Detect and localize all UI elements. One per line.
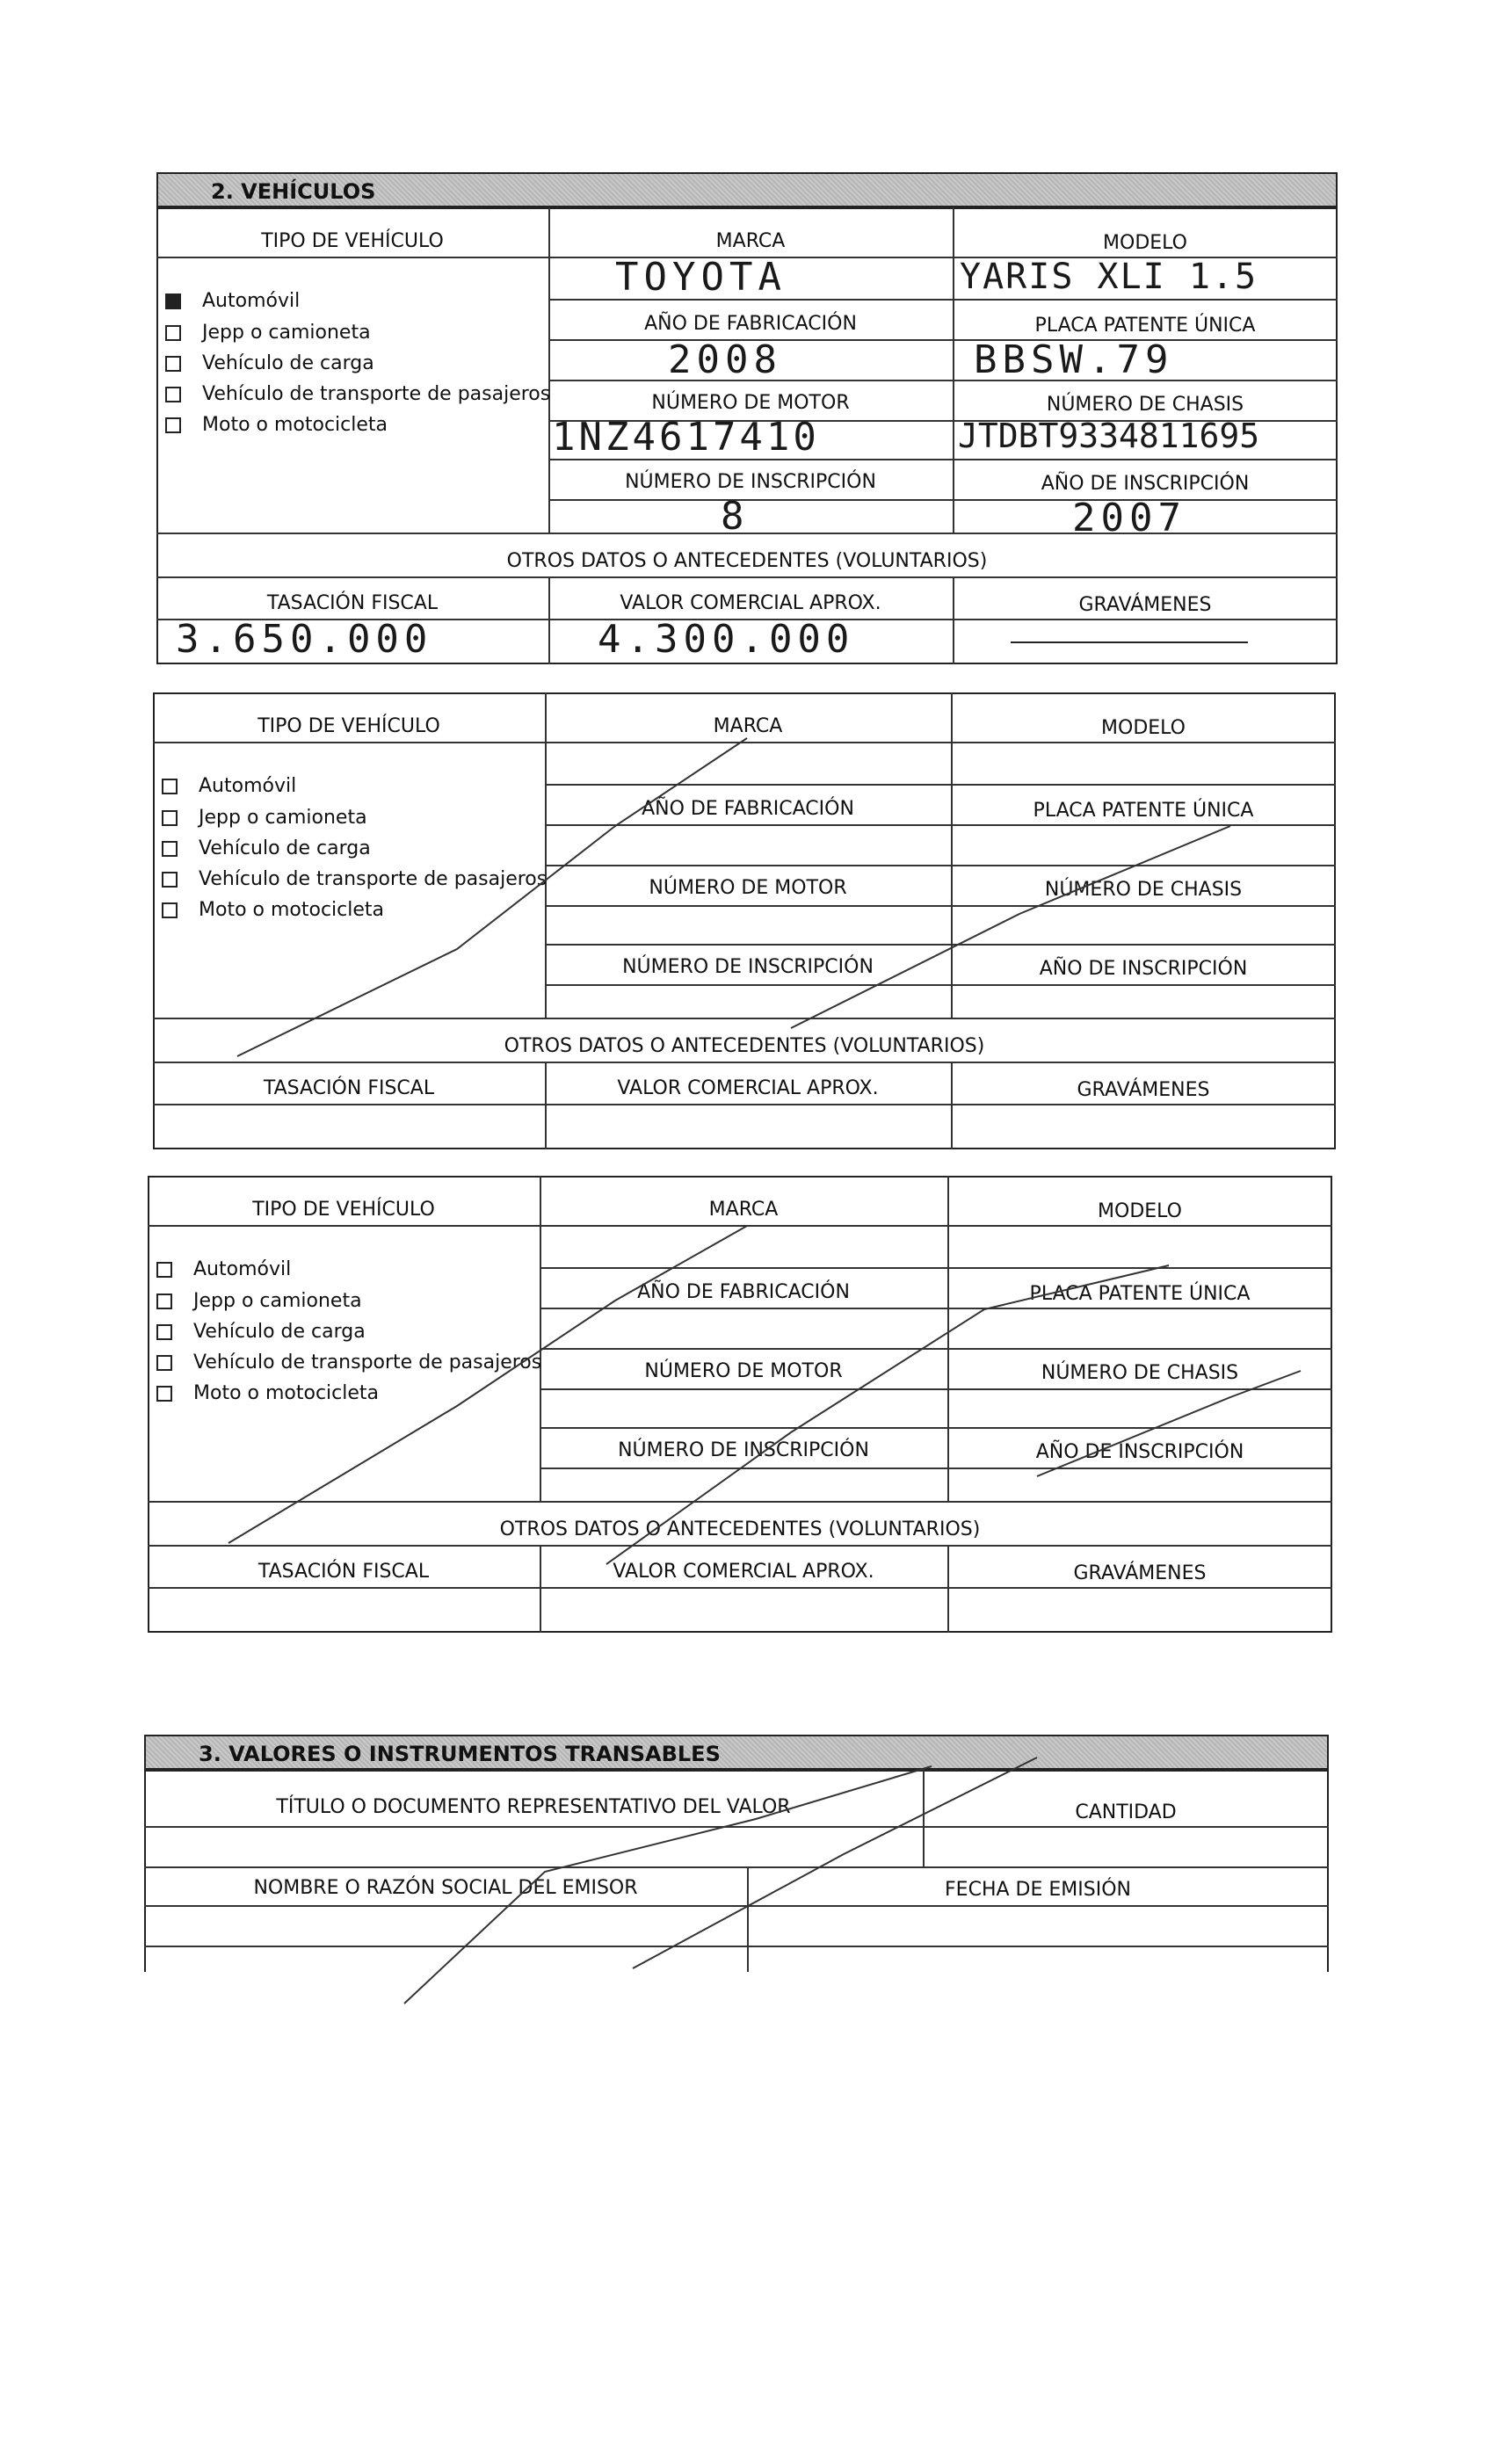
- option-carga[interactable]: Vehículo de carga: [162, 837, 371, 859]
- gravamenes-label: GRAVÁMENES: [1078, 594, 1212, 616]
- otros-datos-label: OTROS DATOS O ANTECEDENTES (VOLUNTARIOS): [504, 1035, 985, 1057]
- option-pasajeros[interactable]: Vehículo de transporte de pasajeros: [165, 383, 550, 405]
- option-carga[interactable]: Vehículo de carga: [165, 352, 374, 374]
- otros-datos-label: OTROS DATOS O ANTECEDENTES (VOLUNTARIOS): [499, 1518, 981, 1540]
- modelo-value: YARIS XLI 1.5: [960, 257, 1258, 297]
- marca-label: MARCA: [708, 1199, 779, 1221]
- numero-chasis-value: JTDBT9334811695: [958, 417, 1260, 455]
- numero-motor-label: NÚMERO DE MOTOR: [651, 392, 850, 414]
- option-camioneta[interactable]: Jepp o camioneta: [165, 322, 371, 344]
- valor-comercial-label: VALOR COMERCIAL APROX.: [613, 1561, 874, 1583]
- placa-label: PLACA PATENTE ÚNICA: [1033, 800, 1254, 822]
- placa-label: PLACA PATENTE ÚNICA: [1029, 1283, 1251, 1305]
- option-pasajeros[interactable]: Vehículo de transporte de pasajeros: [156, 1352, 541, 1373]
- option-camioneta[interactable]: Jepp o camioneta: [156, 1290, 362, 1312]
- numero-inscripcion-label: NÚMERO DE INSCRIPCIÓN: [625, 471, 876, 493]
- section-3-title: 3. VALORES O INSTRUMENTOS TRANSABLES: [199, 1742, 721, 1766]
- valor-comercial-label: VALOR COMERCIAL APROX.: [620, 592, 881, 614]
- numero-inscripcion-label: NÚMERO DE INSCRIPCIÓN: [618, 1439, 869, 1461]
- marca-value: TOYOTA: [615, 255, 787, 300]
- modelo-label: MODELO: [1103, 232, 1187, 254]
- option-pasajeros[interactable]: Vehículo de transporte de pasajeros: [162, 868, 547, 890]
- tipo-vehiculo-label: TIPO DE VEHÍCULO: [252, 1199, 435, 1221]
- option-moto[interactable]: Moto o motocicleta: [156, 1382, 379, 1404]
- gravamenes-label: GRAVÁMENES: [1073, 1562, 1207, 1584]
- numero-chasis-label: NÚMERO DE CHASIS: [1044, 879, 1243, 901]
- modelo-label: MODELO: [1101, 717, 1186, 739]
- numero-motor-value: 1NZ4617410: [552, 415, 820, 460]
- marca-label: MARCA: [715, 230, 786, 252]
- tasacion-label: TASACIÓN FISCAL: [263, 1077, 435, 1099]
- numero-motor-label: NÚMERO DE MOTOR: [644, 1360, 843, 1382]
- anio-inscripcion-value: 2007: [1072, 496, 1186, 540]
- anio-fabricacion-label: AÑO DE FABRICACIÓN: [642, 798, 854, 820]
- anio-fabricacion-label: AÑO DE FABRICACIÓN: [637, 1281, 850, 1303]
- anio-fabricacion-label: AÑO DE FABRICACIÓN: [644, 313, 857, 335]
- anio-inscripcion-label: AÑO DE INSCRIPCIÓN: [1041, 473, 1250, 495]
- tasacion-label: TASACIÓN FISCAL: [266, 592, 439, 614]
- numero-motor-label: NÚMERO DE MOTOR: [649, 877, 847, 899]
- section-2-title: 2. VEHÍCULOS: [211, 179, 376, 204]
- valor-comercial-label: VALOR COMERCIAL APROX.: [617, 1077, 879, 1099]
- numero-chasis-label: NÚMERO DE CHASIS: [1041, 1362, 1239, 1384]
- tasacion-value: 3.650.000: [176, 617, 433, 662]
- anio-inscripcion-label: AÑO DE INSCRIPCIÓN: [1039, 958, 1248, 980]
- option-camioneta[interactable]: Jepp o camioneta: [162, 807, 367, 829]
- tipo-vehiculo-label: TIPO DE VEHÍCULO: [261, 230, 444, 252]
- fecha-emision-label: FECHA DE EMISIÓN: [945, 1879, 1131, 1901]
- option-moto[interactable]: Moto o motocicleta: [165, 414, 388, 436]
- tipo-vehiculo-label: TIPO DE VEHÍCULO: [257, 715, 440, 737]
- tasacion-label: TASACIÓN FISCAL: [257, 1561, 430, 1583]
- valor-comercial-value: 4.300.000: [598, 617, 855, 662]
- numero-inscripcion-value: 8: [721, 494, 750, 539]
- modelo-label: MODELO: [1098, 1200, 1182, 1222]
- marca-label: MARCA: [713, 715, 783, 737]
- placa-label: PLACA PATENTE ÚNICA: [1034, 315, 1256, 337]
- placa-value: BBSW.79: [974, 337, 1174, 382]
- cantidad-label: CANTIDAD: [1075, 1801, 1177, 1823]
- option-moto[interactable]: Moto o motocicleta: [162, 899, 384, 921]
- option-automovil[interactable]: Automóvil: [156, 1258, 291, 1280]
- gravamenes-label: GRAVÁMENES: [1077, 1079, 1210, 1101]
- numero-chasis-label: NÚMERO DE CHASIS: [1046, 394, 1244, 416]
- numero-inscripcion-label: NÚMERO DE INSCRIPCIÓN: [622, 956, 874, 978]
- option-carga[interactable]: Vehículo de carga: [156, 1321, 366, 1343]
- anio-fabricacion-value: 2008: [668, 337, 782, 382]
- option-automovil[interactable]: Automóvil: [165, 290, 300, 312]
- option-automovil[interactable]: Automóvil: [162, 775, 296, 797]
- titulo-documento-label: TÍTULO O DOCUMENTO REPRESENTATIVO DEL VALOR: [276, 1796, 791, 1818]
- otros-datos-label: OTROS DATOS O ANTECEDENTES (VOLUNTARIOS): [506, 550, 988, 572]
- emisor-label: NOMBRE O RAZÓN SOCIAL DEL EMISOR: [253, 1877, 638, 1899]
- anio-inscripcion-label: AÑO DE INSCRIPCIÓN: [1035, 1441, 1244, 1463]
